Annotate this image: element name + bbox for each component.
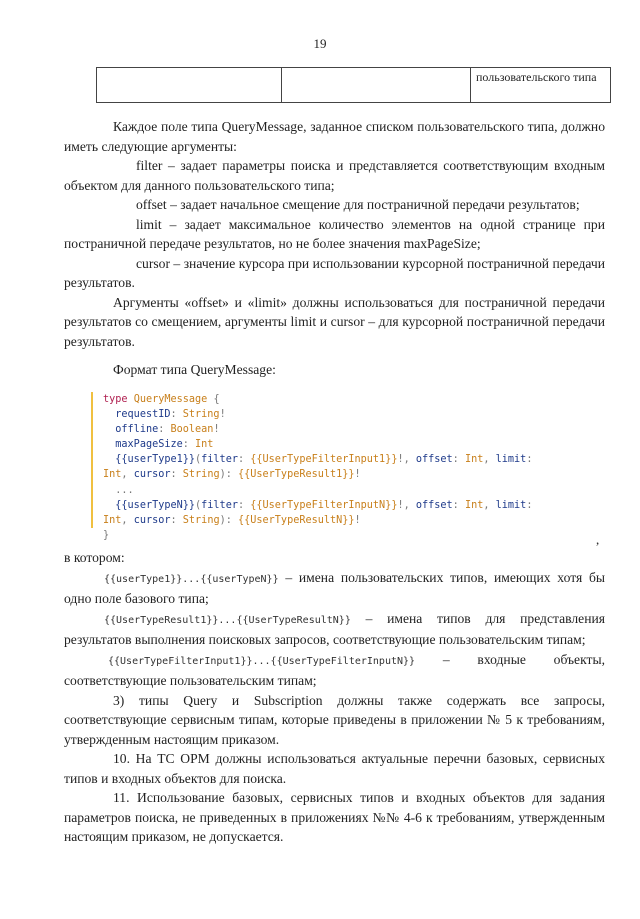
paragraph: Аргументы «offset» и «limit» должны использоваться для постраничной передачи результатов со смещением, аргументы limit и cursor – для курсорной постраничной передачи результатов.	[64, 294, 605, 349]
arguments-section	[64, 117, 605, 351]
list-item-11: 11. Использование базовых, сервисных типов и входных объектов для задания параметров поиска, не приведенных в приложениях №№ 4-6 к требованиям, утвержденным настоящим приказом, не допускается.	[64, 790, 605, 844]
definition: {{userType1}}...{{userTypeN}} – имена пользовательских типов, имеющих хотя бы одно поле базового типа;	[64, 569, 605, 606]
paragraph: в котором:	[64, 550, 125, 565]
paragraph: filter – задает параметры поиска и представляется соответствующим входным объектом для данного пользовательского типа;	[64, 158, 605, 193]
code-line: requestID: String!	[115, 409, 226, 421]
table-cell: пользовательского типа	[471, 68, 611, 103]
format-heading-block	[64, 360, 605, 380]
definition: {{UserTypeFilterInput1}}...{{UserTypeFilterInputN}} – входные объекты, соответствующие пользовательским типам;	[64, 651, 605, 688]
list-item-3: 3) типы Query и Subscription должны также содержать все запросы, соответствующие сервисным типам, которые приведены в приложении № 5 к требованиям, утвержденным настоящим приказом.	[64, 692, 605, 747]
paragraph: cursor – значение курсора при использовании курсорной постраничной передачи результатов.	[64, 255, 605, 290]
code-line: ...	[115, 484, 134, 496]
format-heading: Формат типа QueryMessage:	[113, 362, 276, 377]
code-line: {{userType1}}(filter: {{UserTypeFilterInput1}}!, offset: Int, limit:	[115, 454, 533, 466]
code-line: Int, cursor: String): {{UserTypeResult1}}!	[103, 469, 361, 481]
code-line: }	[103, 529, 110, 541]
code-line: {{userTypeN}}(filter: {{UserTypeFilterInputN}}!, offset: Int, limit:	[115, 499, 533, 511]
code-block	[91, 392, 617, 541]
code-line: maxPageSize: Int	[115, 439, 214, 451]
definitions-section	[64, 548, 605, 847]
definition: {{UserTypeResult1}}...{{UserTypeResultN}} – имена типов для представления результатов выполнения поисковых запросов, соответствующие пользовательским типам;	[64, 610, 605, 647]
table-fragment	[96, 67, 611, 103]
page-number: 19	[313, 36, 327, 51]
code-line: Int, cursor: String): {{UserTypeResultN}}!	[103, 514, 361, 526]
code-line: type QueryMessage {	[103, 394, 220, 405]
paragraph: offset – задает начальное смещение для постраничной передачи результатов;	[136, 197, 580, 212]
table-row	[97, 68, 611, 103]
list-item-10: 10. На ТС ОРМ должны использоваться актуальные перечни базовых, сервисных типов и входных объектов для поиска.	[64, 751, 605, 786]
code-line: offline: Boolean!	[115, 424, 220, 436]
paragraph: Каждое поле типа QueryMessage, заданное списком пользовательского типа, должно иметь следующие аргументы:	[64, 119, 605, 154]
paragraph: limit – задает максимальное количество элементов на одной странице при постраничной передаче результатов, но не более значения maxPageSize;	[64, 216, 605, 251]
table-cell	[97, 68, 282, 103]
table-cell	[282, 68, 471, 103]
stray-comma: ,	[596, 532, 600, 547]
